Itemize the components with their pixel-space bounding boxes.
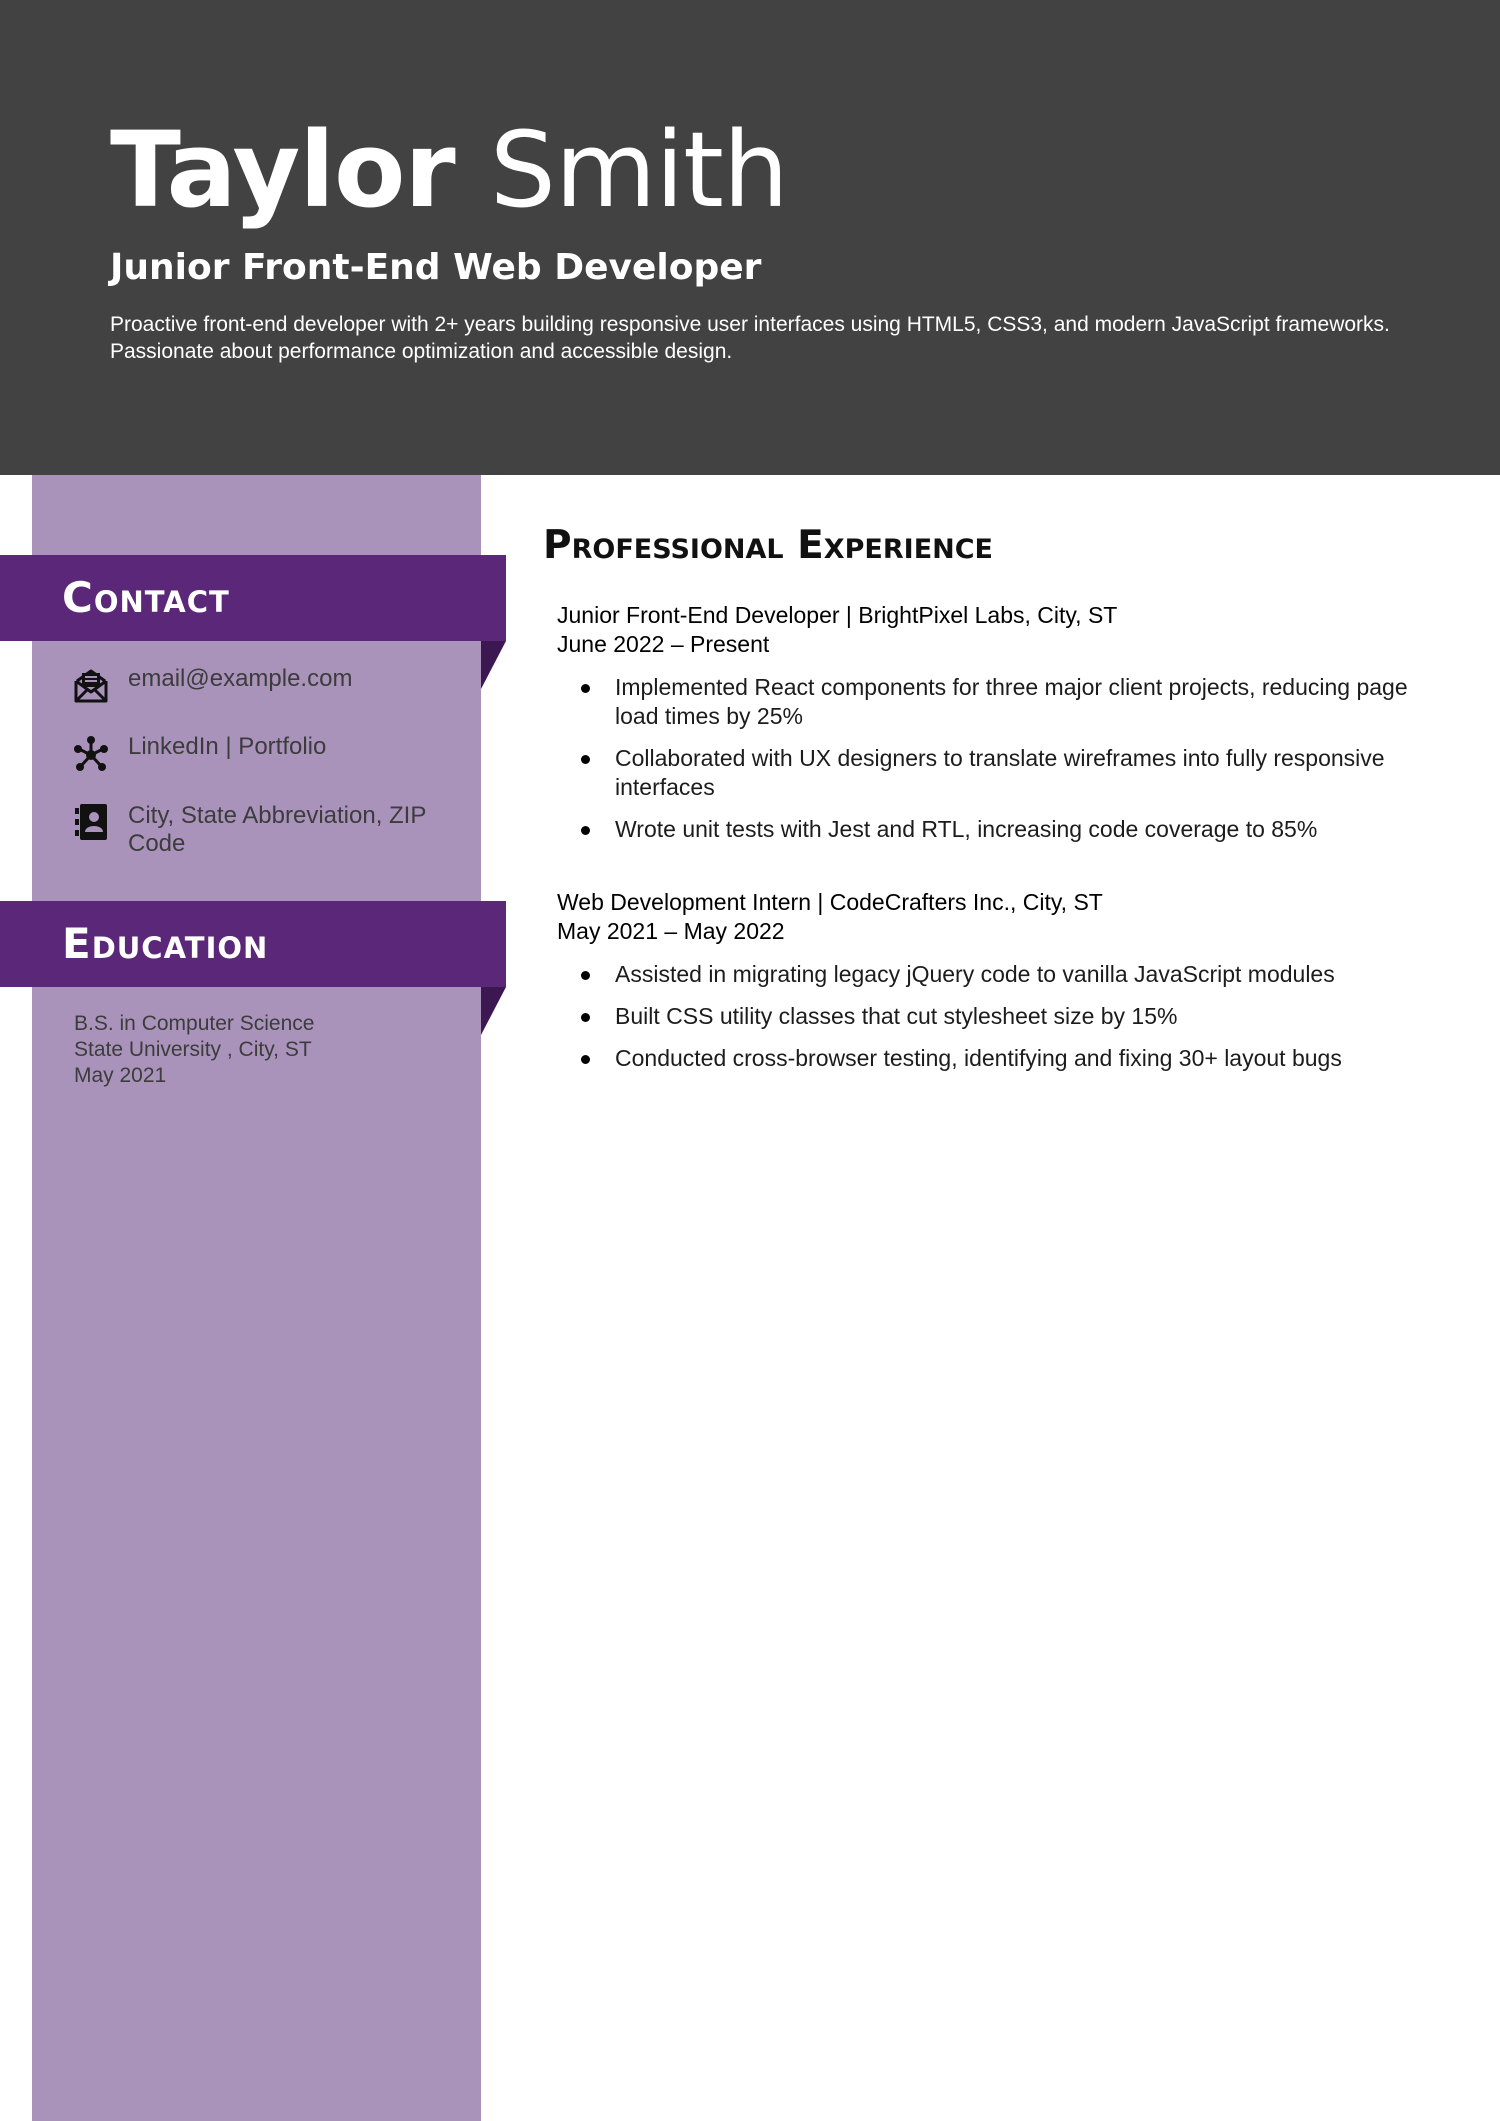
contact-address — [72, 802, 472, 858]
education-heading-band — [0, 901, 506, 987]
header — [0, 0, 1500, 475]
bullet-item: Wrote unit tests with Jest and RTL, increasing code coverage to 85% — [557, 815, 1457, 844]
bullet-item: Collaborated with UX designers to translate wireframes into fully responsive interfaces — [557, 744, 1457, 802]
contact-heading-band — [0, 555, 506, 641]
experience-heading: Professional Experience — [543, 523, 993, 568]
first-name: Taylor — [110, 109, 455, 231]
education-date: May 2021 — [74, 1064, 167, 1087]
summary: Proactive front-end developer with 2+ years building responsive user interfaces using HTML5, CSS3, and modern JavaScript frameworks. Passionate about performance optimization and accessible design. — [110, 313, 1390, 363]
contact-links — [72, 733, 472, 773]
email-text[interactable]: email@example.com — [128, 665, 353, 692]
sidebar — [32, 475, 481, 2121]
education-heading: Education — [62, 919, 269, 968]
network-icon — [72, 733, 110, 773]
candidate-name — [110, 110, 788, 230]
job-entry — [557, 888, 1457, 1086]
envelope-icon — [72, 665, 110, 705]
bullet-item: Conducted cross-browser testing, identifying and fixing 30+ layout bugs — [557, 1044, 1457, 1073]
education-school: State University , City, ST — [74, 1038, 312, 1061]
job-title-line: Junior Front-End Developer | BrightPixel Labs, City, ST — [557, 602, 1118, 628]
ribbon-fold — [481, 987, 506, 1035]
job-title-line: Web Development Intern | CodeCrafters Inc., City, ST — [557, 889, 1103, 915]
contact-email — [72, 665, 472, 705]
ribbon-fold — [481, 641, 506, 689]
bullet-item: Implemented React components for three major client projects, reducing page load times by 25% — [557, 673, 1457, 731]
job-entry — [557, 601, 1457, 857]
links-text[interactable]: LinkedIn | Portfolio — [128, 733, 327, 760]
bullet-item: Built CSS utility classes that cut stylesheet size by 15% — [557, 1002, 1457, 1031]
job-title: Junior Front-End Web Developer — [110, 247, 762, 288]
bullet-item: Assisted in migrating legacy jQuery code to vanilla JavaScript modules — [557, 960, 1457, 989]
job-bullets — [557, 673, 1457, 844]
address-book-icon — [72, 802, 110, 842]
address-text: City, State Abbreviation, ZIP Code — [128, 802, 426, 857]
job-dates: May 2021 – May 2022 — [557, 918, 785, 944]
job-dates: June 2022 – Present — [557, 631, 770, 657]
contact-heading: Contact — [62, 573, 230, 622]
job-bullets — [557, 960, 1457, 1073]
education-degree: B.S. in Computer Science — [74, 1012, 315, 1035]
last-name: Smith — [489, 109, 788, 231]
